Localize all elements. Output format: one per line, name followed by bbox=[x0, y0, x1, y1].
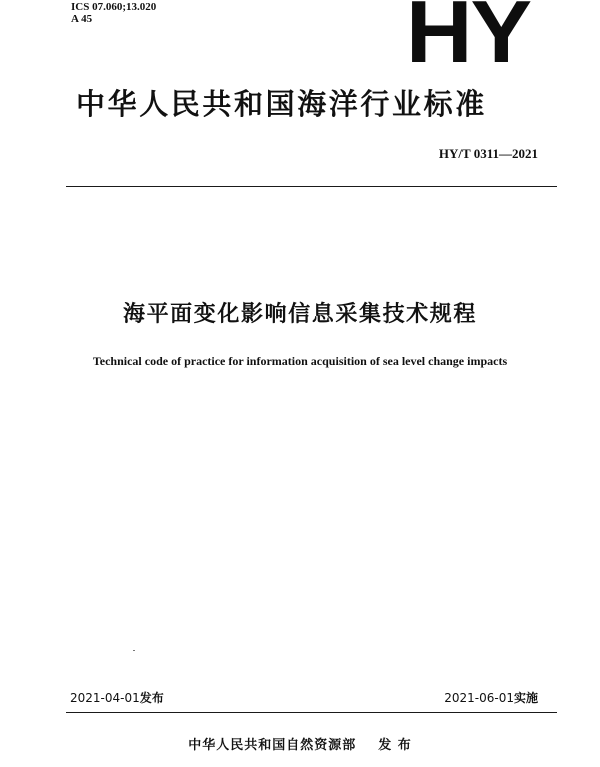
top-divider bbox=[66, 186, 557, 187]
standard-number: HY/T 0311—2021 bbox=[438, 146, 538, 161]
release-date bbox=[70, 690, 164, 706]
issuer-name: 中华人民共和国自然资源部 bbox=[188, 738, 357, 753]
implementation-date-label: 实施 bbox=[513, 691, 538, 705]
issuer-action: 发 布 bbox=[378, 738, 412, 753]
document-title-en: Technical code of practice for information acquisition of sea level change impacts bbox=[92, 354, 508, 368]
implementation-date bbox=[444, 690, 538, 706]
issuer-line bbox=[0, 737, 600, 755]
document-title-cn: 海平面变化影响信息采集技术规程 bbox=[122, 302, 477, 327]
release-date-value: 2021-04-01 bbox=[70, 691, 140, 705]
ics-code: ICS 07.060;13.020 bbox=[71, 1, 157, 13]
release-date-label: 发布 bbox=[139, 691, 164, 705]
scan-speck bbox=[133, 650, 135, 651]
hy-logo: HY bbox=[405, 0, 530, 81]
implementation-date-value: 2021-06-01 bbox=[444, 691, 514, 705]
bottom-divider bbox=[66, 712, 557, 713]
standard-title: 中华人民共和国海洋行业标准 bbox=[76, 87, 487, 121]
classification-code: A 45 bbox=[71, 13, 93, 25]
